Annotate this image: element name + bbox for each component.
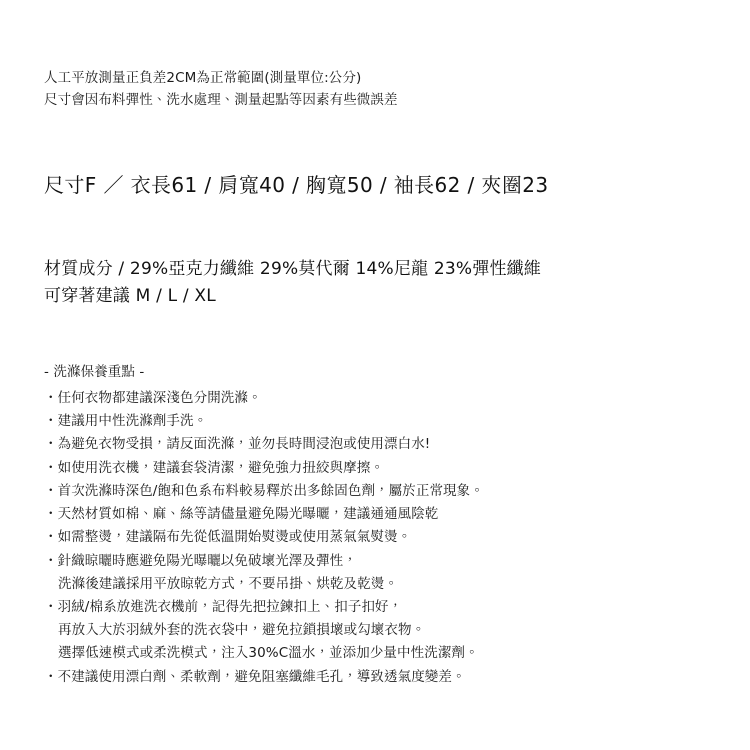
size-spec-line: 尺寸F ／ 衣長61 / 肩寬40 / 胸寬50 / 袖長62 / 夾圈23	[44, 172, 549, 197]
care-instruction-item: ・如需整燙，建議隔布先從低溫開始熨燙或使用蒸氣氣熨燙。	[44, 529, 412, 546]
care-instruction-item: 選擇低速模式或柔洗模式，注入30%C溫水，並添加少量中性洗潔劑。	[58, 645, 479, 662]
size-spec	[44, 170, 710, 200]
care-instruction-item: ・任何衣物都建議深淺色分開洗滌。	[44, 390, 262, 406]
care-instruction-item: ・羽絨/棉系放進洗衣機前，記得先把拉鍊扣上、扣子扣好，	[44, 598, 403, 615]
care-instructions-title: - 洗滌保養重點 -	[44, 363, 145, 380]
measurement-note-line: 尺寸會因布料彈性、洗水處理、測量起點等因素有些微誤差	[44, 91, 398, 108]
size-recommendation-line: 可穿著建議 M / L / XL	[44, 286, 216, 307]
measurement-notes	[44, 68, 710, 112]
care-instruction-item: ・首次洗滌時深色/飽和色系布料較易釋於出多餘固色劑，屬於正常現象。	[44, 482, 484, 499]
material-line: 材質成分 / 29%亞克力纖維 29%莫代爾 14%尼龍 23%彈性纖維	[44, 258, 542, 279]
care-instructions	[44, 361, 710, 689]
care-instruction-item: 洗滌後建議採用平放晾乾方式，不要吊掛、烘乾及乾燙。	[58, 575, 398, 592]
care-instruction-item: ・不建議使用漂白劑、柔軟劑，避免阻塞纖維毛孔，導致透氣度變差。	[44, 668, 466, 685]
care-instruction-item: ・如使用洗衣機，建議套袋清潔，避免強力扭絞與摩擦。	[44, 459, 384, 476]
care-instructions-list	[44, 387, 710, 689]
measurement-note-line: 人工平放測量正負差2CM為正常範圍(測量單位:公分)	[44, 70, 362, 86]
care-instruction-item: ・針織晾曬時應避免陽光曝曬以免破壞光澤及彈性，	[44, 552, 357, 569]
care-instruction-item: ・建議用中性洗滌劑手洗。	[44, 413, 208, 430]
care-instruction-item: ・天然材質如棉、麻、絲等請儘量避免陽光曝曬，建議通通風陰乾	[44, 506, 439, 523]
care-instruction-item: ・為避免衣物受損，請反面洗滌，並勿長時間浸泡或使用漂白水!	[44, 436, 431, 453]
material-composition	[44, 256, 710, 311]
care-instruction-item: 再放入大於羽絨外套的洗衣袋中，避免拉鎖損壞或勾壞衣物。	[58, 622, 426, 639]
